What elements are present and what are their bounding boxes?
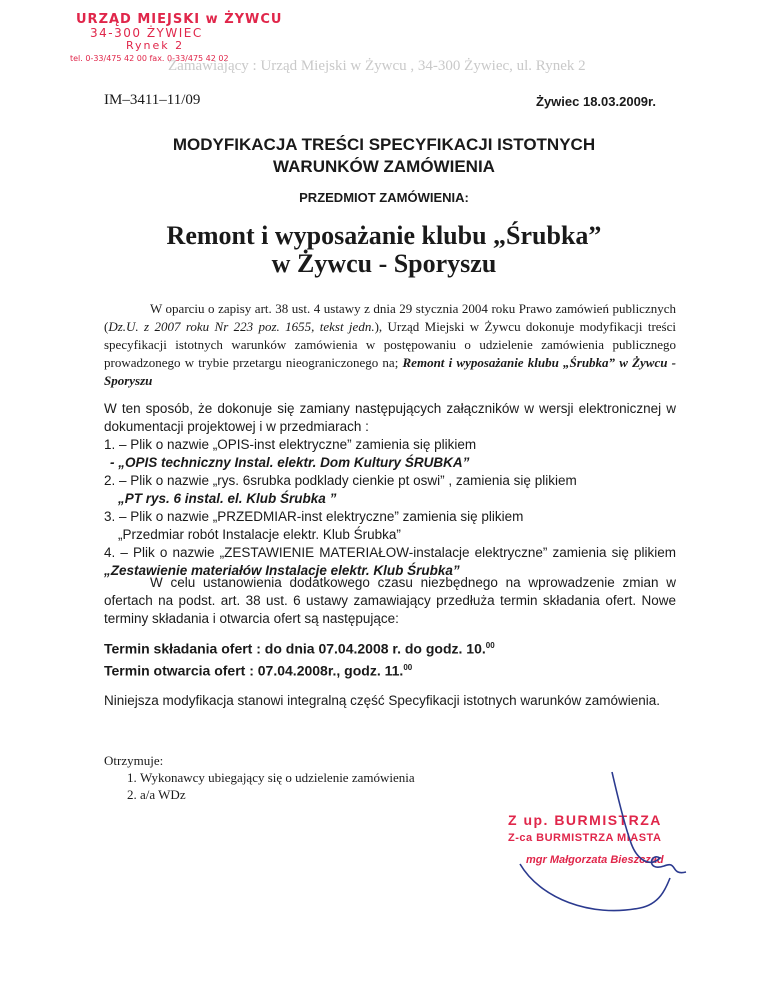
extension-paragraph <box>104 574 676 628</box>
deadline-submission <box>104 636 495 659</box>
intro-citation: Dz.U. z 2007 roku Nr 223 poz. 1655, tekst jedn. <box>108 319 375 334</box>
change-4-replacement: „Zestawienie materiałów Instalacje elektr. Klub Śrubka” <box>104 563 460 578</box>
reference-number: IM–3411–11/09 <box>104 92 201 108</box>
extension-text: W celu ustanowienia dodatkowego czasu niezbędnego na wprowadzenie zmian w ofertach na podst. art. 38 ust. 6 ustawy zamawiający przedłuża termin składania ofert. Nowe terminy składania i otwarcia ofert są następujące: <box>104 575 676 626</box>
heading-line-2: WARUNKÓW ZAMÓWIENIA <box>273 157 495 176</box>
deadline-opening <box>104 658 412 681</box>
title-line-1: Remont i wyposażanie klubu „Śrubka” <box>166 221 602 250</box>
changes-intro: W ten sposób, że dokonuje się zamiany następujących załączników w wersji elektronicznej w dokumentacji projektowej i w przedmiarach : <box>104 401 676 434</box>
document-heading <box>0 134 768 178</box>
signature-line-3: mgr Małgorzata Bieszczad <box>526 854 664 866</box>
recipients-label: Otrzymuje: <box>104 753 164 768</box>
changes-section <box>104 400 676 580</box>
handwritten-signature <box>500 768 700 928</box>
signature-line-2: Z-ca BURMISTRZA MIASTA <box>508 832 662 844</box>
integral-text: Niniejsza modyfikacja stanowi integralną część Specyfikacji istotnych warunków zamówienia. <box>104 693 660 708</box>
change-3-replacement: „Przedmiar robót Instalacje elektr. Klub Śrubka” <box>118 527 401 542</box>
intro-text-a: W oparciu o zapisy art. 38 ust. 4 ustawy z dnia 29 stycznia 2004 roku Prawo zamówień publicznych ( <box>104 301 676 334</box>
deadline-opening-minutes: 00 <box>403 663 413 672</box>
integral-paragraph <box>104 692 676 710</box>
change-1-line: 1. – Plik o nazwie „OPIS-inst elektryczne” zamienia się plikiem <box>104 437 477 452</box>
intro-text-c: ), Urząd Miejski w Żywcu dokonuje modyfikacji treści specyfikacji istotnych warunków zamówienia w postępowaniu o udzielenie zamówienia publicznego prowadzonego w trybie przetargu nieograniczonego na; <box>104 319 676 370</box>
change-2-line: 2. – Plik o nazwie „rys. 6srubka podklady cienkie pt oswi” , zamienia się plikiem <box>104 473 577 488</box>
place-date: Żywiec 18.03.2009r. <box>536 94 656 109</box>
stamp-line-1: URZĄD MIEJSKI w ŻYWCU <box>76 12 283 27</box>
heading-line-1: MODYFIKACJA TREŚCI SPECYFIKACJI ISTOTNYCH <box>172 135 596 154</box>
change-4-line: 4. – Plik o nazwie „ZESTAWIENIE MATERIAŁOW-instalacje elektryczne” zamienia się plikiem <box>104 545 676 560</box>
deadline-opening-text: Termin otwarcia ofert : 07.04.2008r., godz. 11. <box>104 662 404 679</box>
signature-line-1: Z up. BURMISTRZA <box>508 812 662 828</box>
stamp-line-4: tel. 0-33/475 42 00 fax. 0-33/475 42 02 <box>70 54 229 63</box>
ordering-party: Zamawiający : Urząd Miejski w Żywcu , 34-300 Żywiec, ul. Rynek 2 <box>168 58 586 74</box>
intro-paragraph <box>104 300 676 390</box>
intro-contract-name: Remont i wyposażanie klubu „Śrubka” w Żywcu - Sporyszu <box>104 355 676 388</box>
change-1-replacement: - „OPIS techniczny Instal. elektr. Dom Kultury ŚRUBKA” <box>110 455 470 470</box>
contract-title <box>0 222 768 278</box>
recipient-item: 2. a/a WDz <box>140 786 415 803</box>
deadline-submission-text: Termin składania ofert : do dnia 07.04.2008 r. do godz. 10. <box>104 640 486 657</box>
title-line-2: w Żywcu - Sporyszu <box>271 249 497 278</box>
stamp-line-3: Rynek 2 <box>126 39 185 52</box>
deadline-submission-minutes: 00 <box>485 641 495 650</box>
recipient-item: 1. Wykonawcy ubiegający się o udzielenie zamówienia <box>140 769 415 786</box>
stamp-line-2: 34-300 ŻYWIEC <box>90 26 203 40</box>
recipients <box>104 752 415 803</box>
change-2-replacement: „PT rys. 6 instal. el. Klub Śrubka ” <box>118 491 337 506</box>
change-3-line: 3. – Plik o nazwie „PRZEDMIAR-inst elektryczne” zamienia się plikiem <box>104 509 524 524</box>
subject-label: PRZEDMIOT ZAMÓWIENIA: <box>299 190 469 205</box>
